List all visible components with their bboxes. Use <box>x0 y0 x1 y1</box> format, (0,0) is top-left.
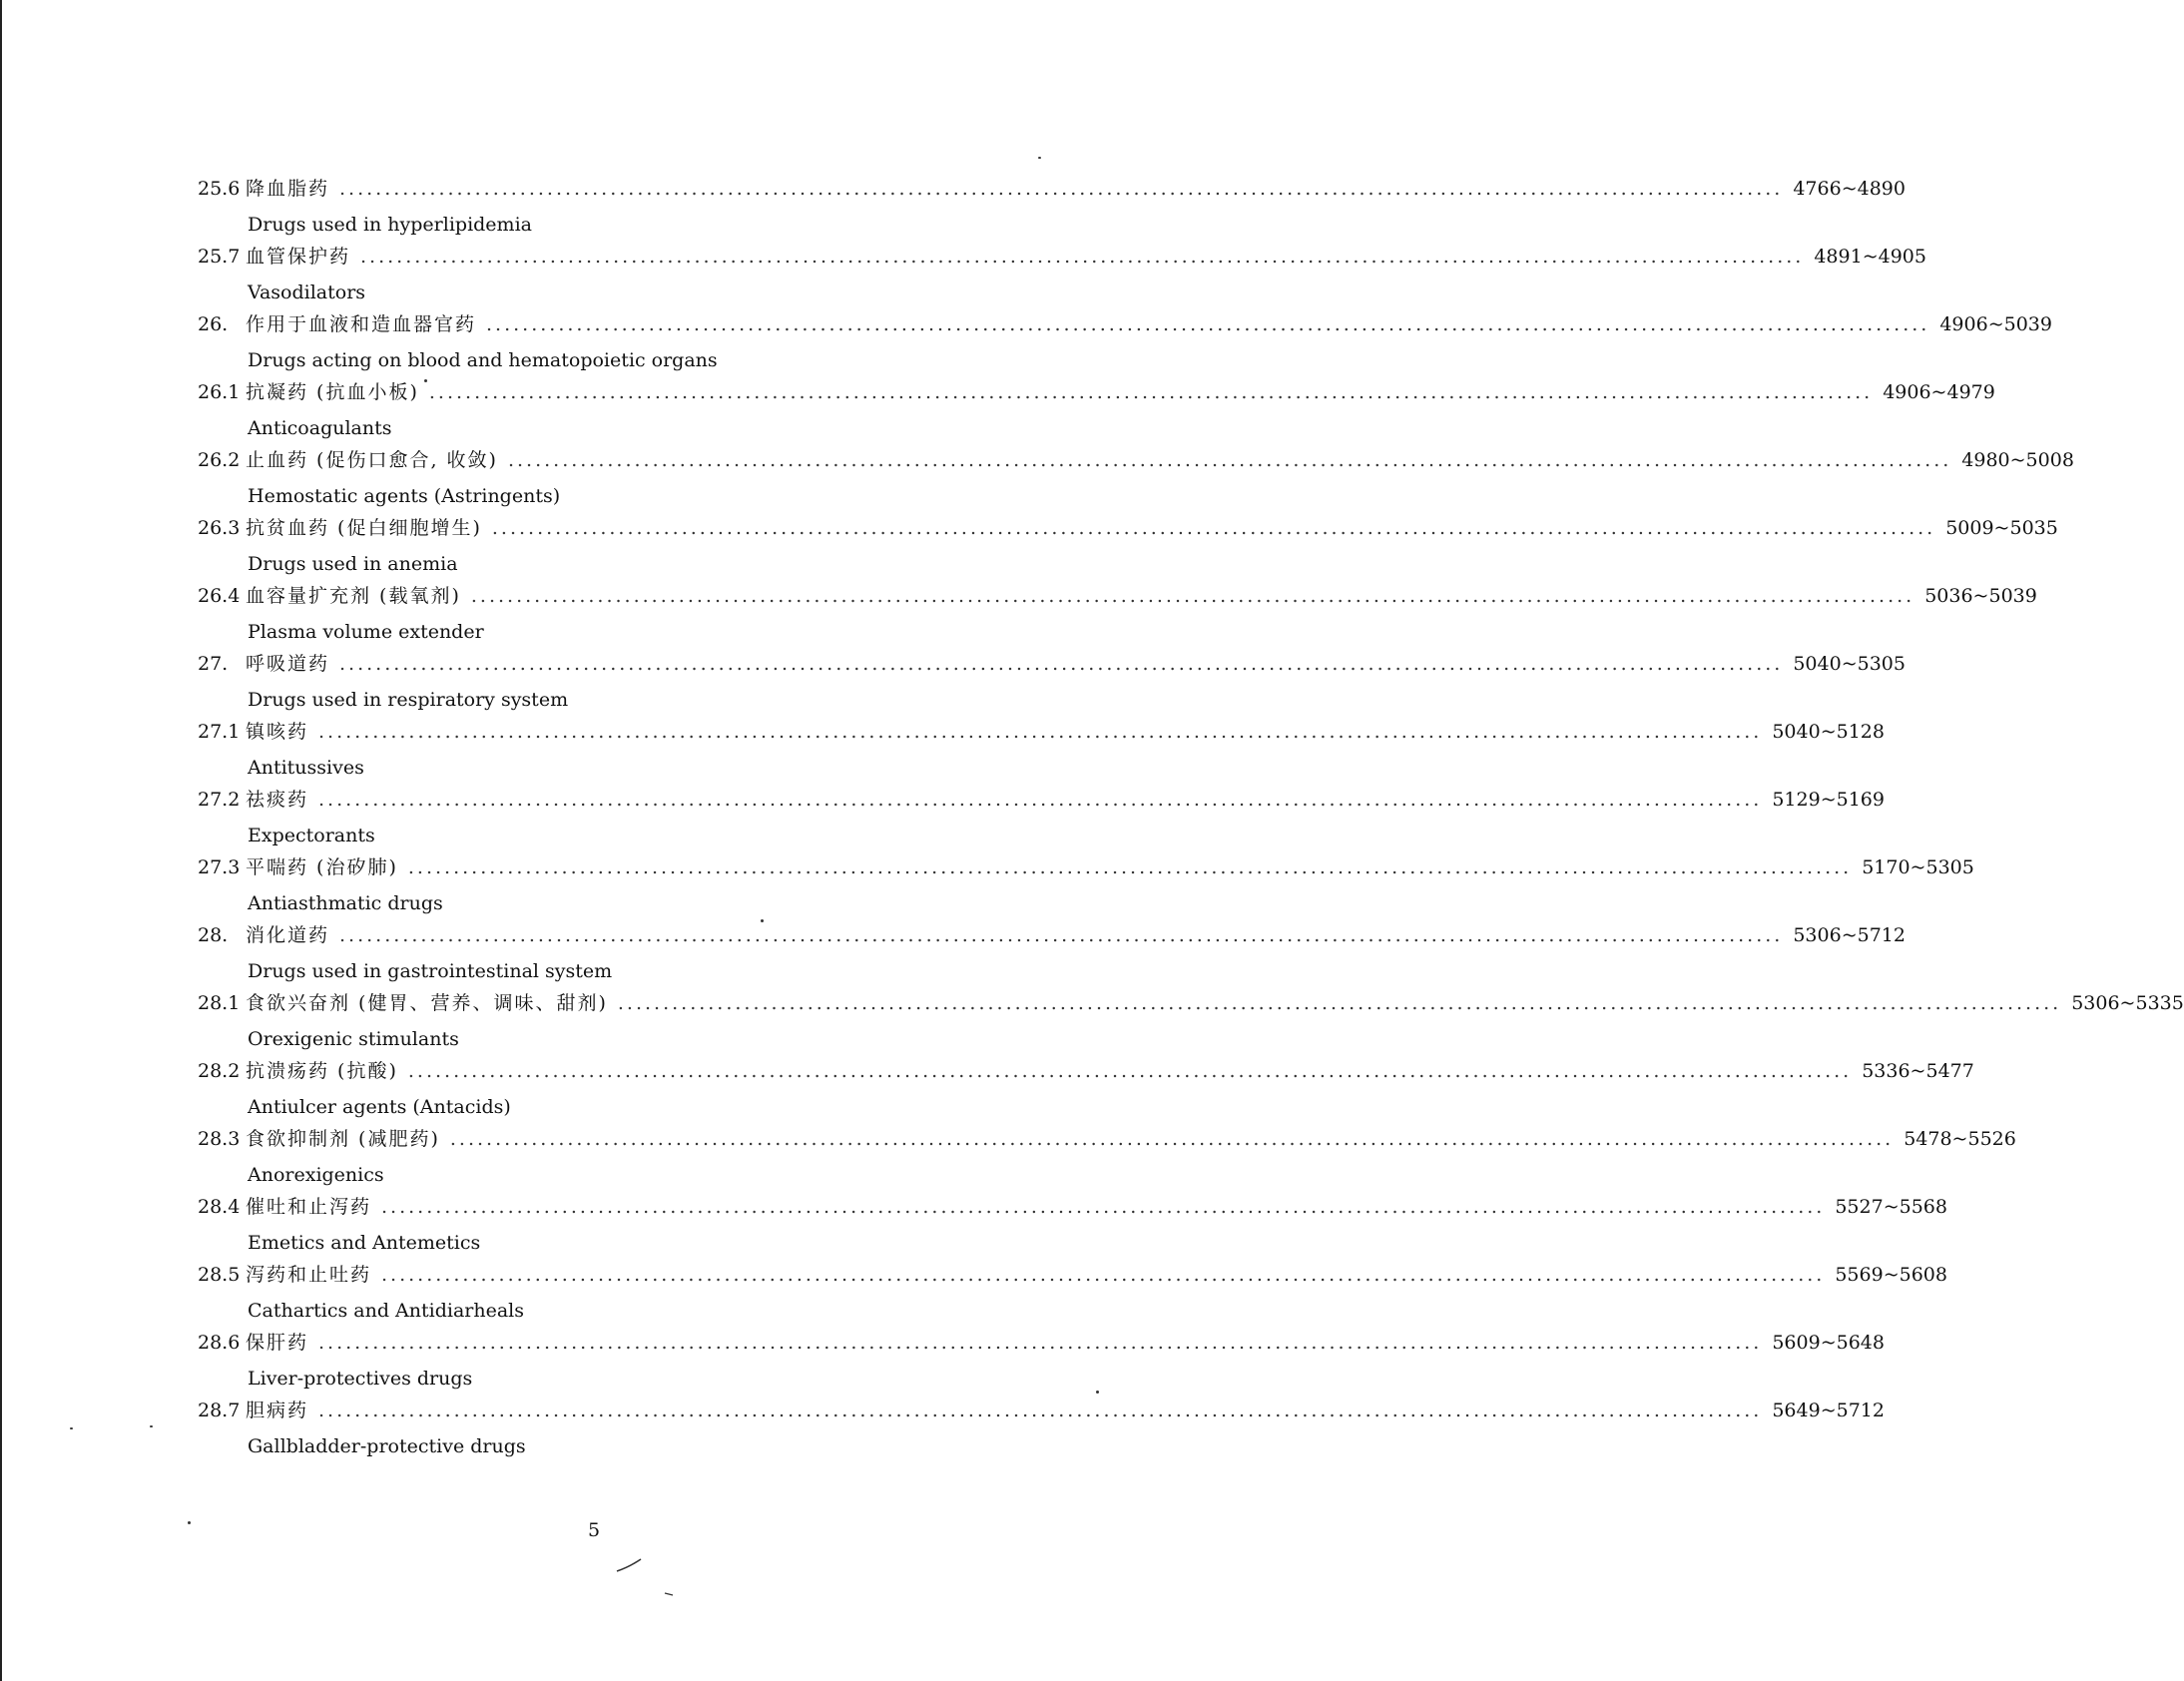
dot-leader: ................................................................................................................................................................ <box>507 449 1952 471</box>
chinese-title: 食欲兴奋剂 (健胃、营养、调味、甜剂) <box>246 992 608 1014</box>
table-of-contents <box>198 174 2184 1463</box>
entry-number-range: 5129~5169 <box>1772 789 1885 811</box>
section-number: 27.3 <box>198 856 241 878</box>
toc-entry <box>198 513 2058 581</box>
section-number: 27.2 <box>198 789 241 811</box>
toc-entry <box>198 174 1906 242</box>
english-title: Anorexigenics <box>248 1164 384 1186</box>
section-number: 28.7 <box>198 1400 241 1421</box>
english-title: Liver-protectives drugs <box>248 1368 473 1390</box>
section-number: 28.5 <box>198 1264 241 1286</box>
section-number: 28.1 <box>198 992 241 1014</box>
section-number: 25.7 <box>198 246 241 268</box>
entry-number-range: 4906~4979 <box>1883 381 1995 403</box>
english-title: Drugs acting on blood and hematopoietic organs <box>248 349 718 371</box>
entry-number-range: 5040~5128 <box>1772 721 1885 743</box>
pen-mark <box>609 1555 669 1605</box>
entry-number-range: 5306~5335 <box>2071 992 2184 1014</box>
dot-leader: ................................................................................................................................................................ <box>486 313 1930 335</box>
dot-leader: ................................................................................................................................................................ <box>318 721 1763 743</box>
chinese-title: 血管保护药 <box>246 246 351 268</box>
scan-speck <box>150 1425 153 1427</box>
toc-entry-line <box>198 242 1926 276</box>
toc-entry-line <box>198 988 2184 1022</box>
dot-leader: ................................................................................................................................................................ <box>470 585 1915 607</box>
section-number: 28.4 <box>198 1196 241 1218</box>
chinese-title: 血容量扩充剂 (载氧剂) <box>246 585 461 607</box>
toc-entry-line <box>198 309 2052 343</box>
dot-leader: ................................................................................................................................................................ <box>407 856 1853 878</box>
toc-entry <box>198 717 1885 785</box>
scan-speck <box>1038 157 1041 159</box>
section-number: 26.3 <box>198 517 241 539</box>
chinese-title: 消化道药 <box>246 924 330 946</box>
chinese-title: 泻药和止吐药 <box>246 1264 372 1286</box>
chinese-title: 镇咳药 <box>246 721 309 743</box>
section-number: 26.1 <box>198 381 241 403</box>
scan-speck <box>70 1427 73 1429</box>
section-number: 27. <box>198 653 229 675</box>
scan-speck <box>424 379 427 382</box>
english-title: Plasma volume extender <box>248 621 484 643</box>
toc-entry-line <box>198 1192 1947 1226</box>
chinese-title: 祛痰药 <box>246 789 309 811</box>
dot-leader: ................................................................................................................................................................ <box>360 246 1805 268</box>
toc-entry-line <box>198 1056 1974 1090</box>
dot-leader: ................................................................................................................................................................ <box>318 1400 1763 1421</box>
entry-number-range: 5170~5305 <box>1862 856 1974 878</box>
toc-entry-line <box>198 1396 1885 1429</box>
section-number: 28.6 <box>198 1332 241 1354</box>
toc-entry-line <box>198 174 1906 208</box>
english-title: Antitussives <box>248 757 364 779</box>
section-number: 25.6 <box>198 178 241 200</box>
entry-number-range: 4980~5008 <box>1961 449 2074 471</box>
page-left-edge-rule <box>0 0 2 1681</box>
toc-entry <box>198 309 2052 377</box>
toc-entry <box>198 1260 1947 1328</box>
toc-entry <box>198 1396 1885 1463</box>
toc-entry-line <box>198 649 1906 683</box>
toc-entry-line <box>198 377 1995 411</box>
dot-leader: ................................................................................................................................................................ <box>339 653 1784 675</box>
dot-leader: ................................................................................................................................................................ <box>381 1196 1826 1218</box>
section-number: 28.3 <box>198 1128 241 1150</box>
entry-number-range: 5569~5608 <box>1835 1264 1947 1286</box>
chinese-title: 平喘药 (治矽肺) <box>246 856 398 878</box>
page-number: 5 <box>587 1519 601 1541</box>
toc-entry-line <box>198 1328 1885 1362</box>
entry-number-range: 5649~5712 <box>1772 1400 1885 1421</box>
toc-entry-line <box>198 920 1906 954</box>
toc-entry <box>198 649 1906 717</box>
dot-leader: ................................................................................................................................................................ <box>339 924 1784 946</box>
entry-number-range: 5306~5712 <box>1793 924 1906 946</box>
chinese-title: 抗溃疡药 (抗酸) <box>246 1060 398 1082</box>
toc-entry <box>198 377 1995 445</box>
chinese-title: 呼吸道药 <box>246 653 330 675</box>
entry-number-range: 5527~5568 <box>1835 1196 1947 1218</box>
toc-entry <box>198 920 1906 988</box>
dot-leader: ................................................................................................................................................................ <box>318 1332 1763 1354</box>
chinese-title: 食欲抑制剂 (减肥药) <box>246 1128 440 1150</box>
chinese-title: 作用于血液和造血器官药 <box>246 313 477 335</box>
dot-leader: ................................................................................................................................................................ <box>407 1060 1853 1082</box>
toc-entry <box>198 785 1885 852</box>
toc-entry-line <box>198 581 2037 615</box>
toc-entry <box>198 581 2037 649</box>
english-title: Anticoagulants <box>248 417 392 439</box>
scan-speck <box>761 919 764 922</box>
scan-speck <box>188 1521 191 1524</box>
entry-number-range: 4906~5039 <box>1939 313 2052 335</box>
english-title: Drugs used in gastrointestinal system <box>248 960 613 982</box>
chinese-title: 降血脂药 <box>246 178 330 200</box>
toc-entry-line <box>198 445 2074 479</box>
dot-leader: ................................................................................................................................................................ <box>339 178 1784 200</box>
english-title: Drugs used in respiratory system <box>248 689 569 711</box>
chinese-title: 催吐和止泻药 <box>246 1196 372 1218</box>
entry-number-range: 5478~5526 <box>1904 1128 2016 1150</box>
english-title: Vasodilators <box>248 281 366 303</box>
dot-leader: ................................................................................................................................................................ <box>491 517 1936 539</box>
english-title: Antiulcer agents (Antacids) <box>248 1096 511 1118</box>
section-number: 26. <box>198 313 229 335</box>
english-title: Gallbladder-protective drugs <box>248 1435 526 1457</box>
toc-entry-line <box>198 1124 2016 1158</box>
toc-entry <box>198 445 2074 513</box>
entry-number-range: 4891~4905 <box>1814 246 1926 268</box>
entry-number-range: 5336~5477 <box>1862 1060 1974 1082</box>
chinese-title: 止血药 (促伤口愈合, 收敛) <box>246 449 498 471</box>
english-title: Drugs used in anemia <box>248 553 458 575</box>
toc-entry <box>198 852 1974 920</box>
toc-entry-line <box>198 513 2058 547</box>
toc-entry-line <box>198 785 1885 819</box>
section-number: 26.2 <box>198 449 241 471</box>
entry-number-range: 5609~5648 <box>1772 1332 1885 1354</box>
scan-speck <box>1096 1391 1099 1394</box>
english-title: Antiasthmatic drugs <box>248 892 443 914</box>
section-number: 26.4 <box>198 585 241 607</box>
chinese-title: 胆病药 <box>246 1400 309 1421</box>
toc-entry <box>198 242 1926 309</box>
english-title: Cathartics and Antidiarheals <box>248 1300 525 1322</box>
toc-entry <box>198 1124 2016 1192</box>
chinese-title: 抗凝药 (抗血小板) <box>246 381 419 403</box>
toc-entry <box>198 1328 1885 1396</box>
dot-leader: ................................................................................................................................................................ <box>449 1128 1895 1150</box>
toc-entry <box>198 1192 1947 1260</box>
section-number: 27.1 <box>198 721 241 743</box>
chinese-title: 保肝药 <box>246 1332 309 1354</box>
toc-entry <box>198 988 2184 1056</box>
toc-entry-line <box>198 717 1885 751</box>
entry-number-range: 5009~5035 <box>1945 517 2058 539</box>
entry-number-range: 5036~5039 <box>1924 585 2037 607</box>
dot-leader: ................................................................................................................................................................ <box>318 789 1763 811</box>
english-title: Hemostatic agents (Astringents) <box>248 485 561 507</box>
dot-leader: ................................................................................................................................................................ <box>428 381 1874 403</box>
dot-leader: ................................................................................................................................................................ <box>617 992 2062 1014</box>
english-title: Expectorants <box>248 825 375 846</box>
dot-leader: ................................................................................................................................................................ <box>381 1264 1826 1286</box>
chinese-title: 抗贫血药 (促白细胞增生) <box>246 517 482 539</box>
entry-number-range: 4766~4890 <box>1793 178 1906 200</box>
entry-number-range: 5040~5305 <box>1793 653 1906 675</box>
section-number: 28. <box>198 924 229 946</box>
section-number: 28.2 <box>198 1060 241 1082</box>
english-title: Orexigenic stimulants <box>248 1028 459 1050</box>
toc-entry-line <box>198 1260 1947 1294</box>
toc-entry-line <box>198 852 1974 886</box>
toc-entry <box>198 1056 1974 1124</box>
english-title: Drugs used in hyperlipidemia <box>248 214 532 236</box>
english-title: Emetics and Antemetics <box>248 1232 481 1254</box>
